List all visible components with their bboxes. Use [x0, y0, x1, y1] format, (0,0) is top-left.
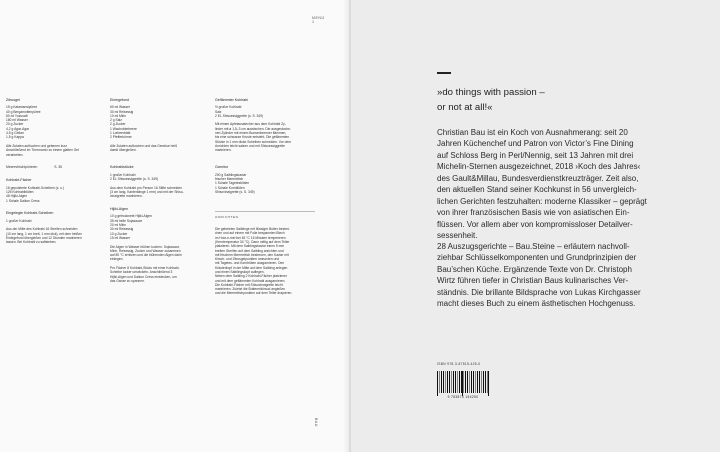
method-line: und einen Saiblingskopf auflegen.	[215, 269, 265, 274]
section-heading: Kohlrabi-Fächer	[6, 178, 32, 183]
paragraph-line: auf Schloss Berg in Perl/Nennig, seit 13 Jahren mit drei	[437, 150, 634, 160]
ingredient: 16 gepolsterte Kohlrabi-Scheiben (s. u.)	[6, 185, 65, 190]
method-line: platzieren. Mit dem Saiblingskaviar einen 5 mm	[215, 244, 285, 249]
ingredient: 1 großer Kohlrabi	[6, 218, 32, 223]
method-line: linder mit ø 1,5–3 cm ausstechen. Die ausgestoche-	[215, 126, 292, 131]
method-line: marinieren. Zuletzt die Buttermilchsud angießen	[215, 287, 286, 292]
barcode	[437, 371, 489, 393]
method-line: chen und auf einem mit Folie bespannten Blech	[215, 231, 285, 236]
ingredient: ½ großer Kohlrabi	[215, 105, 242, 110]
recipe-column-2	[110, 98, 206, 283]
ingredient: 10 g Zucker	[110, 231, 128, 236]
ingredient: 4,2 g Agar-Agar	[6, 126, 30, 131]
ingredient: 1 großer Kohlrabi	[110, 172, 136, 177]
recipe-title: Geflämmter Kohlrabi	[215, 98, 248, 102]
method-line: einlegen.	[110, 257, 124, 262]
method-line: Aus dem Kohlrabi pro Person 16 Stifte schneiden	[110, 185, 183, 190]
paragraph-line: Jahren Küchenchef und Patron von Victor’s Fine Dining	[437, 139, 634, 149]
ingredient: 60 ml Yuzusaft	[6, 113, 28, 118]
method-line: Anrichten leicht salzen und mit Shisoessiggrette	[215, 143, 286, 148]
section-heading: Meeresfrüchtpürieren	[6, 165, 38, 170]
ingredient: 1 Schale Daikon Cress	[6, 198, 40, 203]
method-line: (3 cm lang, Kantenlänge 1 mm) und mit der Shiso-	[110, 189, 184, 194]
section-heading: Hijiki-Algen	[110, 207, 128, 212]
method-line: (10 cm lang, 1 cm breit, 1 mm dick), mit dem heißen	[6, 231, 83, 236]
method-line: Neben dem Saibling 2 Kohlrabi-Fächer platzieren	[215, 274, 288, 279]
paragraph-line: macht dieses Buch zu einem ästhetischen Hochgenuss.	[437, 299, 636, 309]
method-line: Alle Zutaten aufkochen und gebenen kurz	[6, 143, 68, 148]
ingredient: Salz	[215, 109, 222, 114]
barcode-guard-right	[488, 371, 489, 396]
ingredient: 4,5 g Gellan	[6, 131, 24, 136]
method-line: marinieren.	[215, 148, 232, 153]
book-spine	[343, 0, 351, 452]
ingredient: 200 g Saiblingskaviar	[215, 172, 247, 177]
method-line: damit übergießen.	[110, 148, 137, 153]
ingredient: 15 ml Wasser	[110, 235, 131, 240]
method-line: Scheibe locker umwickeln. Anschließend 3	[110, 270, 173, 275]
ingredient: 2 EL Shisoessiggrette (s. S. 349)	[215, 113, 264, 118]
method-line: das Ganze zu spannen.	[110, 278, 145, 283]
ingredient: 1 Schale Tagetesblüten	[215, 181, 250, 186]
paragraph-line: Michelin-Sternen ausgezeichnet, 2018 ›Koch des Jahres‹	[437, 162, 641, 172]
ingredient: 60 ml Wasser	[110, 105, 131, 110]
method-line: nen Zylinder mit einem Bunsenbrenner flämmen,	[215, 131, 287, 136]
second-paragraph	[437, 241, 703, 310]
ingredient: 48 Hijiki-Algen	[6, 194, 28, 199]
side-label: BAU	[314, 418, 318, 427]
ingredient: 1 Wacholderbeere	[110, 126, 137, 131]
ingredient-list	[6, 105, 98, 139]
method-line: mit Tagetes- und Kornblüten ausgarnieren. Den	[215, 261, 285, 266]
method-line: Die gebeizten Saiblinge mit flüssiger Butter bestrei-	[215, 227, 290, 232]
recipe-title: Einlegefond	[110, 98, 129, 102]
ingredient: 10 g getrocknete Hijiki-Algen	[110, 214, 152, 219]
section-divider	[215, 211, 315, 212]
paragraph-line: ziehbar Schlüsselkomponenten und Grundprinzipien der	[437, 253, 637, 263]
method-line: vinaigrette marinieren.	[110, 194, 143, 199]
ingredient: 1 Schale Kornblüten	[215, 185, 245, 190]
method-line: mit frischem Meerrettich bestreuen, den Kaviar mit	[215, 252, 289, 257]
method-text	[6, 144, 98, 157]
ingredient: 30 ml Reisessig	[110, 109, 134, 114]
ingredient: 1 Lorbeerblatt	[110, 131, 131, 136]
paragraph-line: 28 Auszugsgerichte – Bau.Steine – erläutern nachvoll-	[437, 242, 630, 251]
quote-line: »do things with passion –	[437, 87, 545, 98]
method-line: (Kerntemperatur 34 °C). Dann mittig auf dem Teller	[215, 239, 290, 244]
ingredient: 20 g Zucker	[6, 122, 24, 127]
accent-dash	[437, 72, 451, 74]
ingredient: 2 g Salz	[110, 118, 122, 123]
ingredient: 40 g Bergamottenpüree	[6, 109, 41, 114]
method-line: Stücke in 1 mm dicke Scheiben schneiden. Vor dem	[215, 139, 292, 144]
barcode-guard-left	[437, 371, 438, 396]
method-line: auf 80 °C erhitzen und die blühenden Algen darin	[110, 253, 182, 258]
method-line: Anschließend im Thermomix zu einem glatten Gel	[6, 148, 79, 153]
ingredient: 180 ml Wasser	[6, 118, 28, 123]
section-heading: Kohlrabistücke	[110, 165, 134, 170]
method-line: Kräuterkopf in der Mitte auf dem Saibling anlegen	[215, 265, 288, 270]
ingredient: 35 ml helle Sojasauce	[110, 218, 143, 223]
paragraph-line: Wirtz führen tiefer in Christian Baus kulinarisches Ver-	[437, 276, 629, 286]
ingredient: 2 EL Shisoessiggrette (s. S. 349)	[110, 177, 159, 182]
method-line: und mit dem geflämmten Kohlrabi ausgarnieren.	[215, 278, 286, 283]
recipe-title: Zitrusgel	[6, 98, 20, 102]
ingredient: 1,5 g Kappa	[6, 135, 24, 140]
section-heading-row	[6, 165, 62, 169]
ingredient: 20 ml Mirin	[110, 223, 127, 228]
barcode-guard-center	[462, 371, 463, 396]
section-heading: Garnitur	[215, 165, 228, 170]
method-line: Mit einem Apfelausstecher aus dem Kohlrabi Zy-	[215, 122, 286, 127]
ingredient: 30 ml Reisessig	[110, 227, 134, 232]
isbn-number: ISBN 978-3-87515-425-0	[437, 362, 481, 366]
menu-word: MENÜ	[312, 16, 325, 20]
ingredient: 125 Kohlrabiblüten	[6, 189, 34, 194]
recipe-column-3	[215, 98, 315, 296]
pull-quote	[437, 86, 677, 115]
paragraph-line: von ihrer französischen Basis wie von asiatischen Ein-	[437, 208, 630, 218]
paragraph-line: ständnis. Die brillante Bildsprache von Lukas Kirchgasser	[437, 287, 641, 297]
recipe-column-1	[6, 98, 98, 245]
ingredient: 2 g Zucker	[110, 122, 126, 127]
barcode-digits: 9 783875 154250	[447, 395, 479, 399]
paragraph-line: flüssen. Vor allem aber von kompromissloser Detailver-	[437, 219, 633, 229]
method-line: breiten Streifen auf dem Saibling anrichten und	[215, 248, 284, 253]
paragraph-line: des Gault&Millau, Bundesverdienstkreuzträger. Zeit also,	[437, 173, 639, 183]
ingredient: Shisovinaigrette (s. S. 349)	[215, 189, 255, 194]
paragraph-line: lichen Gerichten festzuhalten: moderne Klassiker – geprägt	[437, 196, 647, 206]
method-line: Die Algen in Wasser blühen kochen. Sojasauce,	[110, 244, 181, 249]
menu-number: 1	[312, 20, 315, 25]
paragraph-line: den aktuellen Stand seiner Kochkunst in 56 unvergleich-	[437, 185, 637, 195]
method-line: Alle Zutaten aufkochen und das Gemüse heiß	[110, 143, 178, 148]
method-line: im Holz-e-mel bei 45 °C 15 Minuten temperieren	[215, 235, 286, 240]
ingredient: frischer Meerrettich	[215, 177, 244, 182]
menu-label	[312, 16, 325, 25]
method-line: Pro Fächer 8 Kohlrabi-Sticks mit einer Kohlrabi-	[110, 265, 180, 270]
method-line: Kirsch- und Zitrusgelpunkten umrunden und	[215, 257, 280, 262]
method-line: Hijiki-Algen und Daikon Cress einstecken, um	[110, 274, 177, 279]
quote-line: or not at all!«	[437, 101, 493, 113]
method-line: Die Kohlrabi-Fächer mit Shisovinaigrette leicht	[215, 282, 283, 287]
ingredient: 2 Pfefferkörner	[110, 135, 132, 140]
page-reference: S. 35	[54, 165, 62, 170]
ingredient: 15 g Kalamansipüree	[6, 105, 38, 110]
method-line: verarbeiten.	[6, 152, 24, 157]
paragraph-line: Christian Bau ist ein Koch von Ausnahmerang: seit 20	[437, 128, 628, 137]
ingredient: 10 ml Mirin	[110, 113, 127, 118]
intro-paragraph	[437, 127, 703, 242]
method-line: lassen. Bei Kohlrabi zu saftsieben.	[6, 240, 57, 245]
paragraph-line: sessenheit.	[437, 231, 478, 241]
paragraph-line: Bau’schen Küche. Ergänzende Texte von Dr. Christoph	[437, 264, 632, 274]
method-line: Mirin, Reisessig, Zucker und Wasser zusammen	[110, 248, 181, 253]
method-line: Aus der Mitte des Kohlrabi 16 Streifen schneiden	[6, 227, 78, 232]
section-heading: Eingelegte Kohlrabi-Scheiben	[6, 211, 54, 216]
method-line: Einlegefond übergießen und 12 Stunden marinieren	[6, 235, 82, 240]
method-line: bis eine schwarze Kruste entsteht. Die geflämmten	[215, 135, 290, 140]
method-line: und die Meerrettichpunkten auf dem Teller drapieren.	[215, 291, 293, 296]
section-heading: ANRICHTEN	[215, 215, 239, 220]
